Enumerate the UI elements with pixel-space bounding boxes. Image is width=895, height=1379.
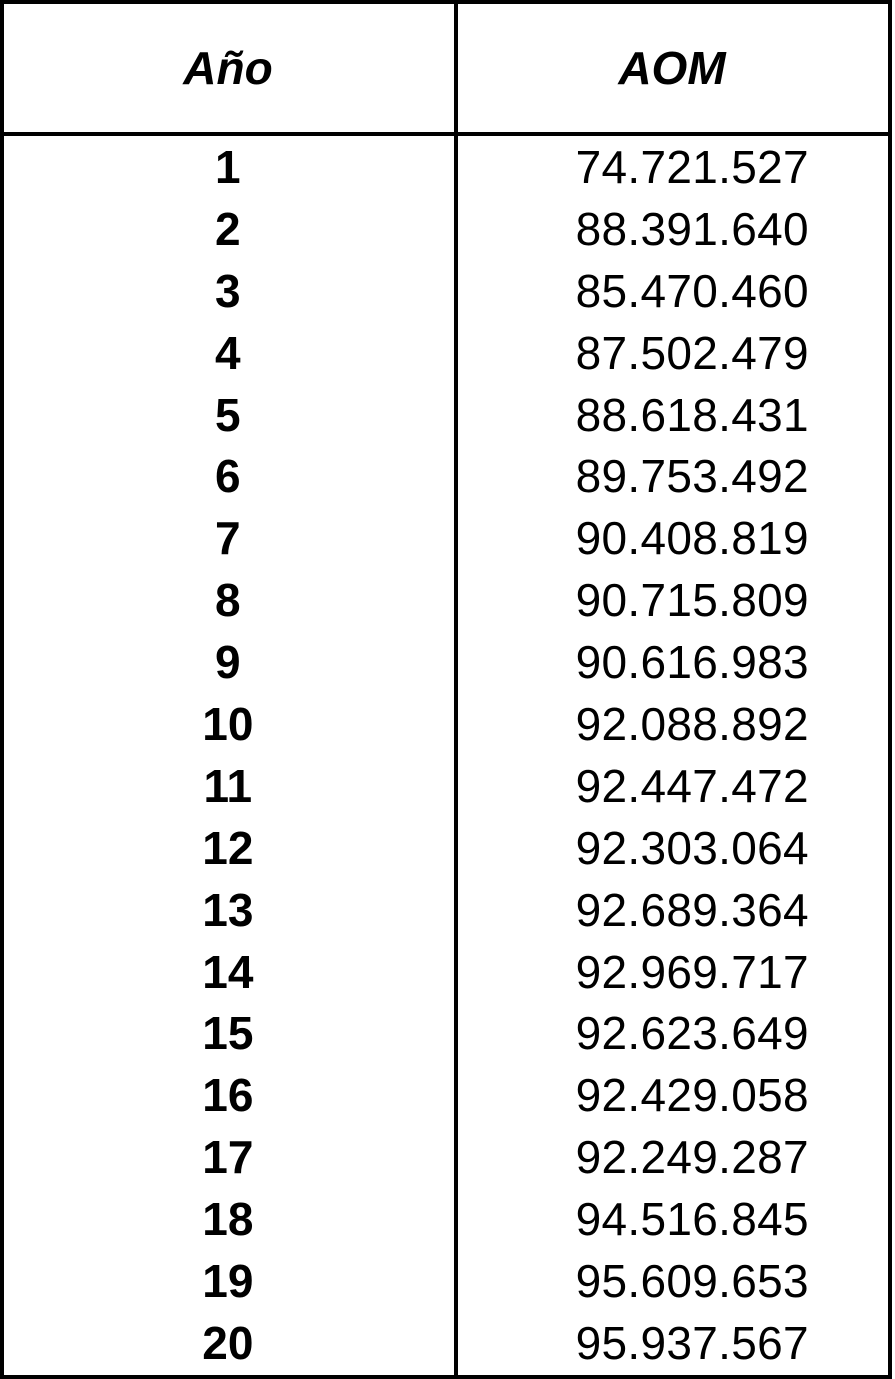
aom-cell: 92.969.717	[575, 945, 809, 998]
table-row	[4, 1312, 888, 1374]
year-cell: 8	[215, 574, 241, 627]
aom-cell: 85.470.460	[575, 264, 809, 317]
table-row	[4, 1126, 888, 1188]
year-cell: 2	[215, 202, 241, 255]
aom-cell: 88.391.640	[575, 202, 809, 255]
table-row	[4, 755, 888, 817]
year-cell: 17	[202, 1131, 254, 1184]
table-row	[4, 1002, 888, 1064]
aom-cell: 90.715.809	[575, 574, 809, 627]
aom-cell: 87.502.479	[575, 326, 809, 379]
table-row	[4, 693, 888, 755]
header-aom: AOM	[618, 42, 726, 94]
aom-cell: 95.609.653	[575, 1254, 809, 1307]
aom-cell: 89.753.492	[575, 450, 809, 503]
year-cell: 9	[215, 636, 241, 689]
year-cell: 18	[202, 1193, 254, 1246]
header-year: Año	[183, 42, 273, 94]
aom-cell: 92.689.364	[575, 883, 809, 936]
table-row	[4, 879, 888, 941]
year-cell: 19	[202, 1254, 254, 1307]
table-row	[4, 817, 888, 879]
aom-cell: 92.088.892	[575, 697, 809, 750]
table-row	[4, 507, 888, 569]
year-cell: 4	[215, 326, 241, 379]
year-cell: 1	[215, 140, 241, 193]
table-header	[4, 4, 888, 132]
table-row	[4, 569, 888, 631]
table-row	[4, 322, 888, 384]
year-cell: 11	[203, 759, 253, 812]
table-row	[4, 631, 888, 693]
aom-cell: 90.408.819	[575, 512, 809, 565]
aom-cell: 94.516.845	[575, 1193, 809, 1246]
table-row	[4, 1064, 888, 1126]
aom-cell: 88.618.431	[575, 388, 809, 441]
aom-cell: 92.447.472	[575, 759, 809, 812]
aom-cell: 92.623.649	[575, 1007, 809, 1060]
table-row	[4, 198, 888, 260]
table-row	[4, 136, 888, 198]
table-row	[4, 384, 888, 446]
table-row	[4, 445, 888, 507]
aom-cell: 74.721.527	[575, 140, 809, 193]
year-cell: 13	[202, 883, 254, 936]
aom-cell: 90.616.983	[575, 636, 809, 689]
year-cell: 15	[202, 1007, 254, 1060]
year-cell: 10	[202, 697, 254, 750]
year-cell: 6	[215, 450, 241, 503]
table-row	[4, 941, 888, 1003]
table-row	[4, 1250, 888, 1312]
year-cell: 20	[202, 1316, 254, 1369]
year-cell: 12	[202, 821, 254, 874]
year-cell: 5	[215, 388, 241, 441]
aom-cell: 92.429.058	[575, 1069, 809, 1122]
year-cell: 16	[202, 1069, 254, 1122]
table-row	[4, 260, 888, 322]
aom-cell: 92.249.287	[575, 1131, 809, 1184]
aom-cell: 92.303.064	[575, 821, 809, 874]
aom-cell: 95.937.567	[575, 1316, 809, 1369]
table-row	[4, 1188, 888, 1250]
year-cell: 3	[215, 264, 241, 317]
table-body	[4, 136, 888, 1374]
year-cell: 7	[215, 512, 241, 565]
year-cell: 14	[202, 945, 254, 998]
